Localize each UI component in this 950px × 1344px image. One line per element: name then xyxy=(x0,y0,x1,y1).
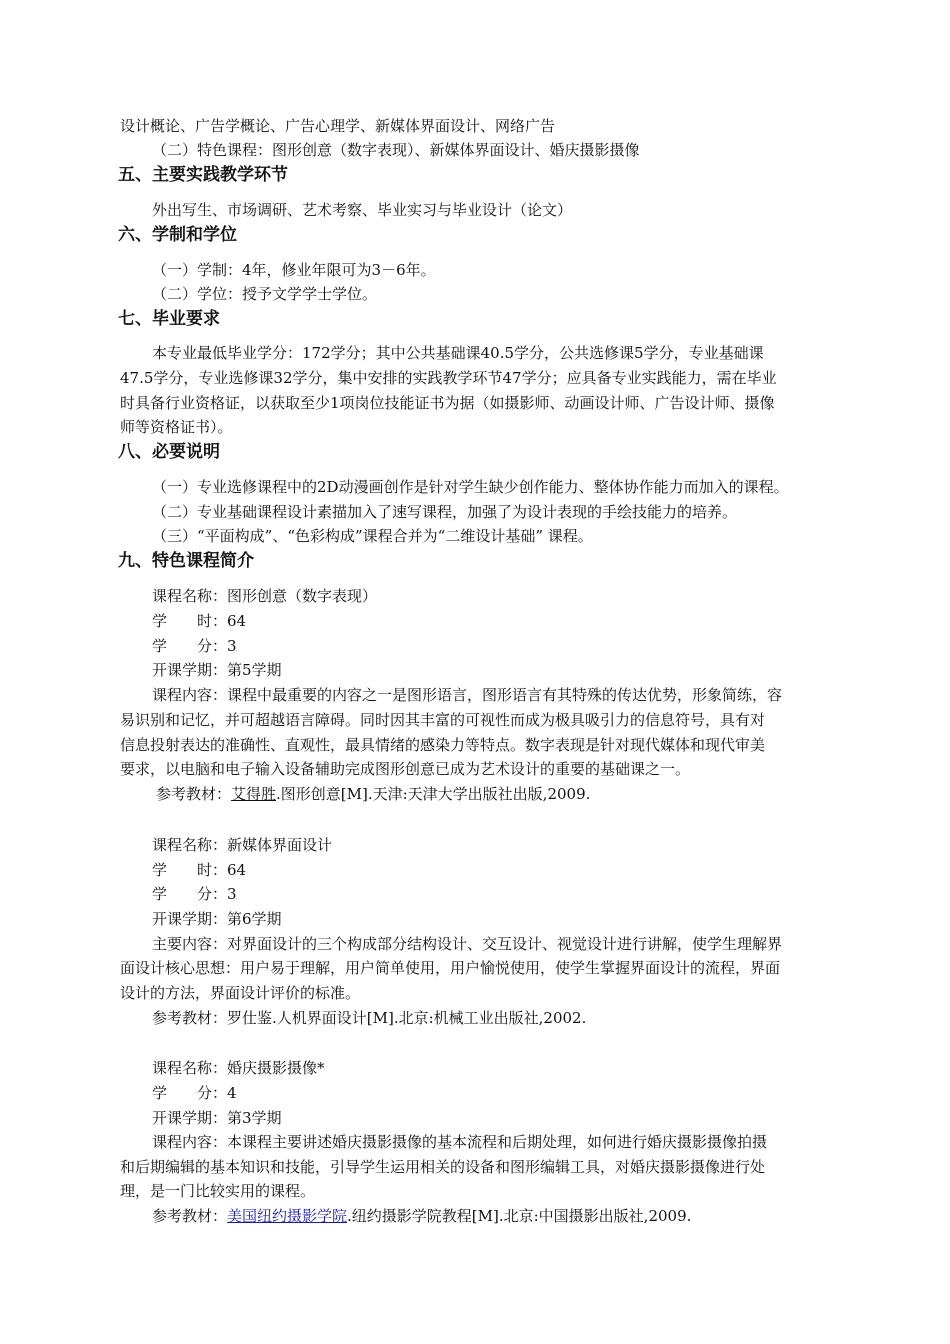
section-6-heading: 六、学制和学位 xyxy=(118,225,237,245)
section-8-item-1: （一）专业选修课程中的2D动漫画创作是针对学生缺少创作能力、整体协作能力而加入的课程。 xyxy=(152,478,789,496)
course-1-reference-label: 参考教材： xyxy=(156,785,232,803)
course-3-reference-author-link[interactable]: 美国纽约摄影学院 xyxy=(227,1207,348,1225)
course-2-reference: 参考教材：罗仕鉴.人机界面设计[M].北京:机械工业出版社,2002. xyxy=(152,1009,587,1027)
course-3-term: 开课学期：第3学期 xyxy=(152,1109,282,1127)
course-1-desc-line-2: 易识别和记忆，并可超越语言障碍。同时因其丰富的可视性而成为极具吸引力的信息符号，具有对 xyxy=(120,711,766,729)
section-7-para-line-3: 时具备行业资格证，以获取至少1项岗位技能证书为据（如摄影师、动画设计师、广告设计师、摄像 xyxy=(120,394,775,412)
course-3-name: 课程名称：婚庆摄影摄像* xyxy=(152,1059,325,1077)
course-2-name: 课程名称：新媒体界面设计 xyxy=(152,836,333,854)
course-1-reference xyxy=(156,784,590,804)
section-5-heading: 五、主要实践教学环节 xyxy=(118,165,288,185)
course-1-desc-line-4: 要求，以电脑和电子输入设备辅助完成图形创意已成为艺术设计的重要的基础课之一。 xyxy=(120,760,691,778)
section-6-item-1: （一）学制：4年，修业年限可为3－6年。 xyxy=(152,261,436,279)
course-1-name: 课程名称：图形创意（数字表现） xyxy=(152,587,378,605)
section-7-para-line-2: 47.5学分，专业选修课32学分，集中安排的实践教学环节47学分；应具备专业实践能力，需在毕业 xyxy=(120,369,777,387)
course-1-term: 开课学期：第5学期 xyxy=(152,661,282,679)
course-3-desc-line-2: 和后期编辑的基本知识和技能，引导学生运用相关的设备和图形编辑工具，对婚庆摄影摄像进行处 xyxy=(120,1158,766,1176)
course-1-hours: 学 时：64 xyxy=(152,612,247,630)
course-3-desc-line-1: 课程内容：本课程主要讲述婚庆摄影摄像的基本流程和后期处理，如何进行婚庆摄影摄像拍摄 xyxy=(152,1133,768,1151)
course-2-desc-line-1: 主要内容：对界面设计的三个构成部分结构设计、交互设计、视觉设计进行讲解，使学生理解界 xyxy=(152,935,783,953)
course-3-credits: 学 分：4 xyxy=(152,1084,237,1102)
section-7-para-line-4: 师等资格证书）。 xyxy=(120,418,233,436)
featured-courses-line: （二）特色课程：图形创意（数字表现）、新媒体界面设计、婚庆摄影摄像 xyxy=(152,141,640,159)
section-8-item-2: （二）专业基础课程设计素描加入了速写课程，加强了为设计表现的手绘技能力的培养。 xyxy=(152,503,738,521)
section-7-para-line-1: 本专业最低毕业学分：172学分；其中公共基础课40.5学分，公共选修课5学分，专业基础课 xyxy=(152,344,764,362)
course-3-desc-line-3: 理，是一门比较实用的课程。 xyxy=(120,1182,316,1200)
course-1-desc-line-1: 课程内容：课程中最重要的内容之一是图形语言，图形语言有其特殊的传达优势，形象简练，容 xyxy=(152,686,783,704)
course-3-reference-label: 参考教材： xyxy=(152,1207,228,1225)
course-list-line: 设计概论、广告学概论、广告心理学、新媒体界面设计、网络广告 xyxy=(120,117,556,135)
course-1-credits: 学 分：3 xyxy=(152,637,237,655)
section-8-item-3: （三）“平面构成”、“色彩构成”课程合并为“二维设计基础” 课程。 xyxy=(152,527,593,545)
section-9-heading: 九、特色课程简介 xyxy=(118,551,254,571)
course-3-reference-rest: .纽约摄影学院教程[M].北京:中国摄影出版社,2009. xyxy=(347,1207,692,1225)
section-6-item-2: （二）学位：授予文学学士学位。 xyxy=(152,285,378,303)
course-1-desc-line-3: 信息投射表达的准确性、直观性，最具情绪的感染力等特点。数字表现是针对现代媒体和现代审美 xyxy=(120,736,766,754)
course-2-credits: 学 分：3 xyxy=(152,885,237,903)
course-3-reference xyxy=(152,1206,691,1226)
section-7-heading: 七、毕业要求 xyxy=(118,309,220,329)
course-2-term: 开课学期：第6学期 xyxy=(152,910,282,928)
course-2-desc-line-3: 设计的方法，界面设计评价的标准。 xyxy=(120,984,361,1002)
course-2-hours: 学 时：64 xyxy=(152,861,247,879)
section-5-body: 外出写生、市场调研、艺术考察、毕业实习与毕业设计（论文） xyxy=(152,201,573,219)
course-1-reference-author: 艾得胜 xyxy=(231,785,277,803)
course-1-reference-rest: .图形创意[M].天津:天津大学出版社出版,2009. xyxy=(276,785,591,803)
section-8-heading: 八、必要说明 xyxy=(118,442,220,462)
course-2-desc-line-2: 面设计核心思想：用户易于理解，用户简单使用，用户愉悦使用，使学生掌握界面设计的流程，界面 xyxy=(120,959,781,977)
